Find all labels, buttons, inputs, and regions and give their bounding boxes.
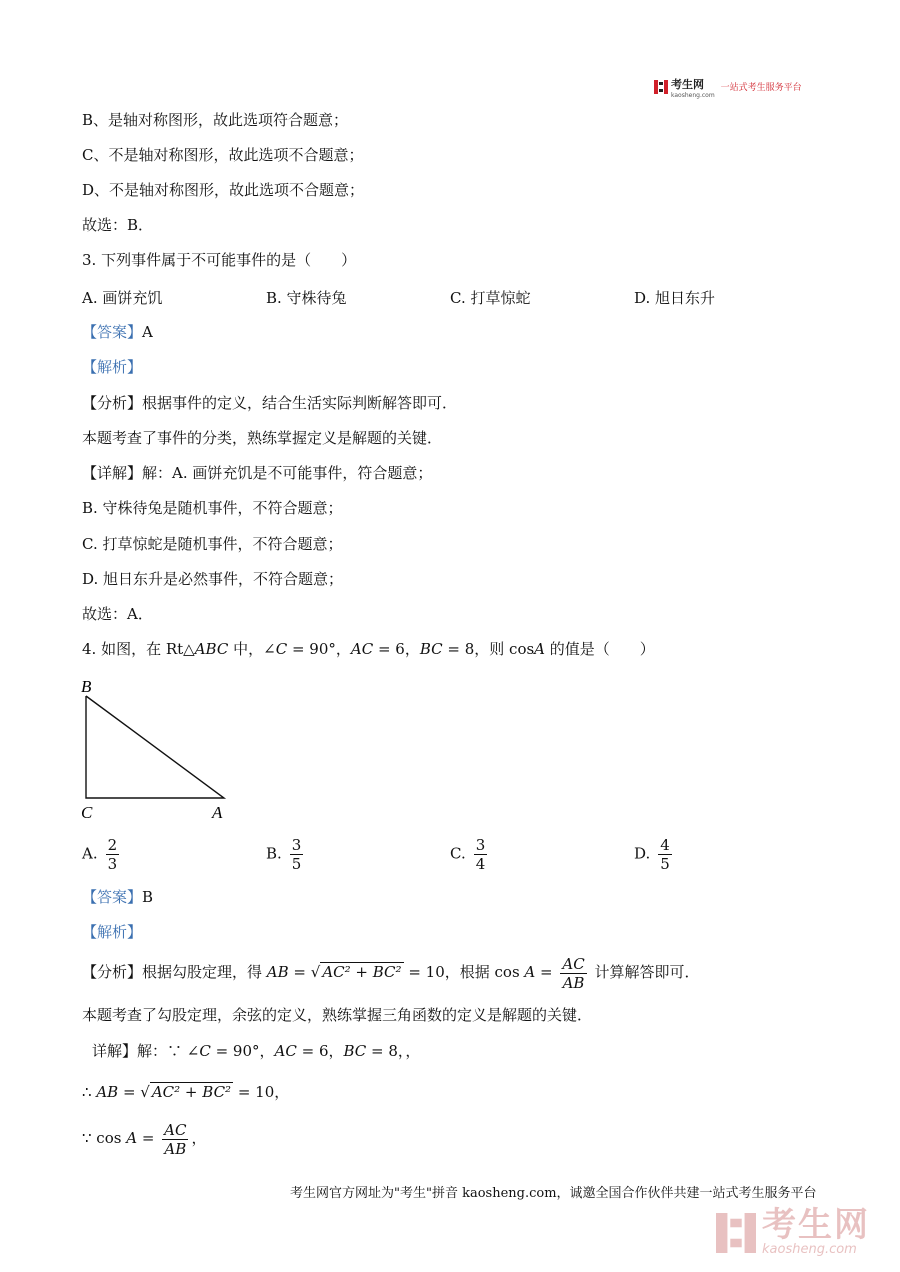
- denominator: AB: [562, 973, 585, 992]
- math-op: =: [535, 963, 558, 981]
- numerator: 3: [475, 836, 486, 854]
- stem-part: ABC: [194, 640, 229, 658]
- numerator: AC: [562, 954, 585, 973]
- q4-option-d: [634, 836, 672, 873]
- fenxi-text: = 10，根据 cos: [403, 963, 525, 981]
- therefore-symbol: ∴: [82, 1083, 97, 1101]
- stem-part: BC: [419, 640, 443, 658]
- math-op: =: [288, 963, 311, 981]
- denominator: 4: [475, 855, 486, 873]
- q4-answer: [82, 887, 153, 907]
- q3-detail-line: B. 守株待兔是随机事件，不符合题意；: [82, 499, 343, 517]
- sqrt-body: AC² + BC²: [322, 963, 402, 981]
- fenxi-tag: 【分析】: [82, 394, 143, 412]
- fenxi-text: 根据勾股定理，得: [142, 963, 267, 981]
- numerator: 4: [660, 836, 670, 854]
- option-fraction: [290, 836, 304, 873]
- denominator: 5: [660, 855, 670, 873]
- q3-option-d: D. 旭日东升: [634, 289, 716, 307]
- math-var: BC: [343, 1042, 367, 1060]
- math-var: C: [199, 1042, 211, 1060]
- q3-detail-line: D. 旭日东升是必然事件，不符合题意；: [82, 570, 344, 588]
- q4-option-a: [82, 836, 119, 873]
- detail-text: = 8，，: [366, 1042, 421, 1060]
- q4-detail: [92, 1041, 420, 1061]
- detail-text: = 90°，: [210, 1042, 275, 1060]
- math-op: =: [137, 1129, 160, 1147]
- watermark: [716, 1205, 870, 1257]
- watermark-logo-icon: [716, 1213, 756, 1253]
- detail-tag: 【详解】: [82, 464, 143, 482]
- text-line: D、不是轴对称图形，故此选项不合题意；: [82, 181, 365, 199]
- logo-brand: 考生网: [671, 78, 704, 91]
- because-symbol: ∵ cos: [82, 1129, 127, 1147]
- option-letter: C.: [450, 844, 466, 863]
- q4-analysis-tag: 【解析】: [82, 923, 143, 941]
- denominator: AB: [164, 1139, 187, 1158]
- q4-because: [82, 1118, 207, 1158]
- option-fraction: [658, 836, 672, 873]
- q3-fenxi: [82, 393, 457, 413]
- stem-part: 4. 如图，在 Rt△: [82, 640, 195, 658]
- stem-part: = 6，: [373, 640, 420, 658]
- text-line: 故选：B．: [82, 216, 154, 234]
- watermark-domain: kaosheng.com: [762, 1242, 857, 1257]
- detail-text: ，: [191, 1129, 207, 1147]
- option-fraction: [474, 836, 488, 873]
- cos-fraction: [560, 955, 586, 992]
- stem-part: = 90°，: [287, 640, 351, 658]
- stem-part: 中，∠: [228, 640, 276, 658]
- denominator: 3: [107, 855, 118, 873]
- watermark-text: 考生网: [762, 1205, 870, 1245]
- fenxi-text: 计算解答即可．: [589, 963, 700, 981]
- stem-part: 的值是（ ）: [545, 640, 655, 658]
- option-letter: A.: [82, 844, 98, 863]
- q3-detail: [82, 463, 432, 483]
- q4-fenxi: [82, 952, 699, 992]
- header-logo: [654, 74, 802, 99]
- vertex-label-a: A: [212, 803, 223, 822]
- math-var: AB: [96, 1083, 119, 1101]
- detail-text: = 6，: [296, 1042, 344, 1060]
- kaosheng-logo-icon: [654, 80, 668, 94]
- vertex-label-c: C: [81, 803, 93, 822]
- answer-tag: 【答案】: [82, 323, 143, 341]
- option-letter: B.: [266, 844, 282, 863]
- q4-note: 本题考查了勾股定理，余弦的定义，熟练掌握三角函数的定义是解题的关键．: [82, 1006, 593, 1024]
- q3-stem: 3. 下列事件属于不可能事件的是（ ）: [82, 251, 357, 269]
- logo-domain: kaosheng.com: [671, 92, 715, 99]
- sqrt-sign: √: [140, 1083, 150, 1101]
- q4-option-b: [266, 836, 303, 873]
- q4-therefore: [82, 1082, 289, 1102]
- stem-part: AC: [350, 640, 374, 658]
- math-var: AB: [266, 963, 289, 981]
- logo-slogan: 一站式考生服务平台: [720, 83, 802, 93]
- sqrt-body: AC² + BC²: [151, 1083, 232, 1101]
- q3-option-c: C. 打草惊蛇: [450, 289, 531, 307]
- numerator: AC: [164, 1120, 187, 1139]
- q3-detail-line: C. 打草惊蛇是随机事件，不符合题意；: [82, 535, 343, 553]
- answer-value: B: [142, 888, 154, 906]
- numerator: 2: [107, 836, 118, 854]
- cos-fraction: [162, 1121, 188, 1158]
- text-line: B、是轴对称图形，故此选项符合题意；: [82, 111, 349, 129]
- q3-choose: 故选：A．: [82, 605, 153, 623]
- denominator: 5: [291, 855, 302, 873]
- q3-option-a: A. 画饼充饥: [82, 289, 163, 307]
- q4-option-c: [450, 836, 487, 873]
- triangle-outline: [86, 696, 224, 798]
- sqrt-sign: √: [310, 963, 321, 981]
- option-fraction: [106, 836, 120, 873]
- math-op: =: [118, 1083, 141, 1101]
- q3-option-b: B. 守株待兔: [266, 289, 347, 307]
- triangle-figure: [78, 676, 248, 824]
- vertex-label-b: B: [81, 677, 92, 696]
- detail-text: = 10，: [233, 1083, 290, 1101]
- math-var: A: [126, 1129, 138, 1147]
- detail-text: 详解】解：∵ ∠: [92, 1042, 200, 1060]
- page-footer: 考生网官方网址为"考生"拼音 kaosheng.com，诚邀全国合作伙伴共建一站式考生服务平台: [290, 1186, 817, 1201]
- option-letter: D.: [634, 844, 651, 863]
- stem-part: A: [534, 640, 546, 658]
- math-var: A: [524, 963, 536, 981]
- text-line: C、不是轴对称图形，故此选项不合题意；: [82, 146, 364, 164]
- stem-part: C: [275, 640, 288, 658]
- detail-text: 解：A. 画饼充饥是不可能事件，符合题意；: [142, 464, 433, 482]
- answer-value: A: [142, 323, 153, 341]
- math-var: AC: [274, 1042, 297, 1060]
- q4-stem: [82, 639, 655, 659]
- numerator: 3: [291, 836, 302, 854]
- answer-tag: 【答案】: [82, 888, 143, 906]
- q3-analysis-tag: 【解析】: [82, 358, 143, 376]
- q3-answer: [82, 322, 153, 342]
- fenxi-text: 根据事件的定义，结合生活实际判断解答即可．: [142, 394, 458, 412]
- fenxi-tag: 【分析】: [82, 963, 143, 981]
- q3-note: 本题考查了事件的分类，熟练掌握定义是解题的关键．: [82, 429, 443, 447]
- stem-part: = 8，则 cos: [442, 640, 535, 658]
